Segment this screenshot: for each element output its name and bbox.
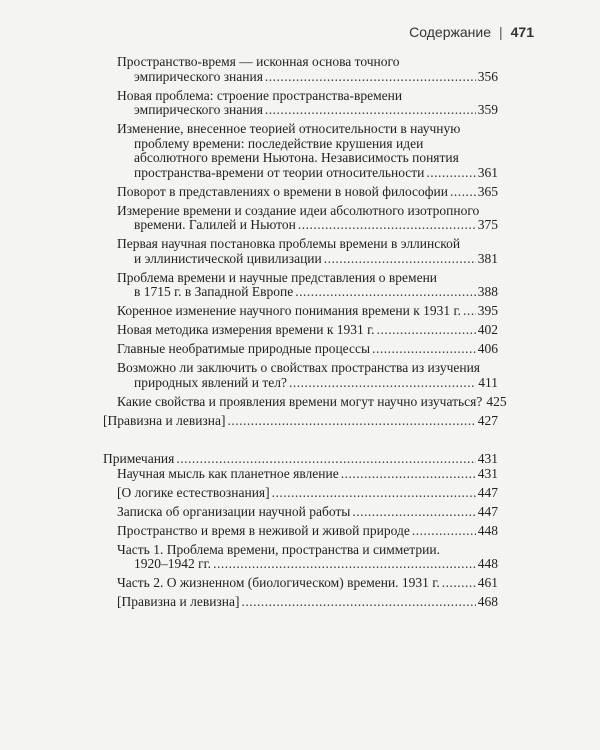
toc-entry bbox=[117, 323, 498, 338]
toc-entry-page: 468 bbox=[477, 594, 498, 609]
toc-entry-title: Какие свойства и проявления времени могут научно изучаться? bbox=[117, 393, 483, 409]
toc-entry bbox=[117, 524, 498, 539]
toc-entry-title: Поворот в представлениях о времени в новой философии bbox=[117, 183, 448, 199]
toc-entry bbox=[117, 122, 498, 180]
toc-entry bbox=[117, 393, 507, 410]
header-section-title: Содержание bbox=[409, 24, 491, 40]
toc-entry-page: 448 bbox=[477, 556, 498, 571]
dot-leader bbox=[272, 486, 476, 501]
table-of-contents bbox=[103, 54, 507, 610]
dot-leader bbox=[412, 524, 476, 539]
toc-entry-page: 427 bbox=[477, 412, 498, 428]
toc-entry bbox=[117, 543, 498, 572]
toc-entry-line: Проблема времени и научные представления о времени bbox=[117, 269, 438, 285]
toc-entry-line: 1920–1942 гг. bbox=[134, 556, 212, 571]
toc-entry-title: [Правизна и левизна] bbox=[117, 594, 240, 609]
toc-entry-title: и эллинистической цивилизации bbox=[134, 250, 322, 266]
toc-entry-title: Записка об организации научной работы bbox=[117, 503, 351, 519]
toc-entry-row bbox=[117, 486, 498, 501]
toc-entry-line: Изменение, внесенное теорией относительности в научную bbox=[117, 121, 461, 136]
toc-entry-page: 431 bbox=[477, 451, 498, 466]
toc-entry bbox=[103, 414, 498, 429]
toc-entry-page: 402 bbox=[477, 322, 498, 337]
toc-entry-row bbox=[117, 103, 498, 118]
dot-leader bbox=[289, 376, 476, 391]
toc-entry bbox=[117, 505, 498, 520]
toc-entry-line: Новая проблема: строение пространства-времени bbox=[117, 87, 403, 103]
toc-entry-title: Часть 2. О жизненном (биологическом) времени. 1931 г. bbox=[117, 575, 440, 590]
toc-entry bbox=[117, 467, 498, 482]
toc-entry-line: проблему времени: последействие крушения идеи bbox=[134, 135, 424, 151]
toc-entry-page: 431 bbox=[477, 465, 498, 481]
header-page-number: 471 bbox=[510, 24, 534, 40]
toc-entry-title: эмпирического знания bbox=[134, 68, 263, 84]
toc-entry bbox=[117, 185, 498, 200]
toc-entry bbox=[117, 204, 498, 233]
dot-leader bbox=[426, 166, 475, 181]
dot-leader bbox=[352, 505, 475, 520]
toc-entry-row bbox=[117, 393, 507, 410]
toc-entry-title: Коренное изменение научного понимания времени к 1931 г. bbox=[117, 303, 461, 318]
toc-entry-title: Пространство и время в неживой и живой природе bbox=[117, 522, 410, 538]
toc-entry bbox=[117, 576, 498, 591]
toc-entry-page: 375 bbox=[477, 217, 498, 232]
toc-entry-page: 411 bbox=[478, 374, 498, 390]
dot-leader bbox=[442, 576, 476, 591]
running-header bbox=[409, 24, 534, 40]
toc-entry-page: 361 bbox=[477, 164, 498, 180]
dot-leader bbox=[324, 252, 476, 267]
toc-entry-title: Примечания bbox=[103, 451, 175, 466]
toc-entry bbox=[117, 237, 498, 266]
header-separator: | bbox=[499, 24, 503, 40]
dot-leader bbox=[176, 452, 475, 467]
toc-entry-page: 448 bbox=[477, 522, 498, 538]
toc-entry-line: абсолютного времени Ньютона. Независимость понятия bbox=[134, 150, 459, 165]
toc-entry bbox=[117, 55, 498, 84]
toc-entry-page: 461 bbox=[477, 575, 498, 590]
toc-entry-page: 447 bbox=[477, 484, 498, 500]
dot-leader bbox=[341, 467, 476, 482]
toc-entry-page: 388 bbox=[477, 284, 498, 299]
toc-entry-notes bbox=[103, 452, 498, 467]
toc-entry-row bbox=[117, 505, 498, 520]
toc-entry bbox=[117, 595, 498, 610]
toc-entry bbox=[117, 486, 498, 501]
toc-entry-title: в 1715 г. в Западной Европе bbox=[134, 284, 294, 299]
dot-leader bbox=[377, 323, 476, 338]
toc-entry-title: [О логике естествознания] bbox=[117, 484, 270, 500]
toc-entry bbox=[117, 304, 498, 319]
dot-leader bbox=[241, 595, 475, 610]
toc-entry-row bbox=[117, 524, 498, 539]
toc-entry-row bbox=[117, 185, 498, 200]
toc-entry-page: 381 bbox=[477, 250, 498, 266]
toc-entry bbox=[117, 271, 498, 300]
dot-leader bbox=[450, 185, 476, 200]
toc-entry-line: Часть 1. Проблема времени, пространства и симметрии. bbox=[117, 541, 440, 557]
toc-entry-page: 359 bbox=[477, 102, 498, 117]
toc-entry-line: Пространство-время — исконная основа точного bbox=[117, 54, 400, 69]
toc-entry-row bbox=[117, 304, 498, 319]
dot-leader bbox=[227, 414, 475, 429]
toc-entry bbox=[117, 342, 498, 357]
toc-entry-title: Главные необратимые природные процессы bbox=[117, 341, 371, 356]
dot-leader bbox=[463, 304, 476, 319]
toc-entry-row bbox=[117, 166, 498, 181]
toc-entry-row bbox=[117, 376, 498, 391]
dot-leader bbox=[298, 218, 476, 233]
toc-entry-row bbox=[117, 252, 498, 267]
toc-entry-row bbox=[117, 323, 498, 338]
toc-entry-title: природных явлений и тел? bbox=[134, 374, 288, 390]
dot-leader bbox=[372, 342, 476, 357]
toc-entry-row bbox=[117, 285, 498, 300]
toc-entry-title: Новая методика измерения времени к 1931 г. bbox=[117, 322, 375, 337]
toc-entry-row bbox=[117, 342, 498, 357]
toc-entry-title: эмпирического знания bbox=[134, 102, 263, 117]
toc-entry-page: 395 bbox=[477, 303, 498, 318]
toc-entry-line: Измерение времени и создание идеи абсолютного изотропного bbox=[117, 202, 480, 218]
toc-entry-title: Научная мысль как планетное явление bbox=[117, 465, 339, 481]
dot-leader bbox=[213, 557, 476, 572]
toc-entry-page: 356 bbox=[477, 68, 498, 84]
toc-entry bbox=[117, 361, 498, 390]
toc-group-notes bbox=[103, 467, 498, 539]
toc-entry-row bbox=[117, 70, 498, 85]
toc-entry-page: 425 bbox=[486, 393, 507, 409]
toc-entry-title: пространства-времени от теории относительности bbox=[134, 164, 425, 180]
toc-entry-page: 365 bbox=[477, 183, 498, 199]
toc-group-main bbox=[103, 54, 507, 409]
toc-entry-row bbox=[117, 218, 498, 233]
dot-leader bbox=[295, 285, 476, 300]
toc-entry-page: 406 bbox=[477, 341, 498, 356]
toc-entry-line: Первая научная постановка проблемы времени в эллинской bbox=[117, 236, 461, 251]
dot-leader bbox=[265, 103, 476, 118]
toc-entry-page: 447 bbox=[477, 503, 498, 519]
toc-entry-line: Возможно ли заключить о свойствах пространства из изучения bbox=[117, 360, 481, 375]
toc-entry-title: времени. Галилей и Ньютон bbox=[134, 217, 296, 232]
toc-entry bbox=[117, 89, 498, 118]
dot-leader bbox=[265, 70, 476, 85]
toc-entry-row bbox=[117, 467, 498, 482]
toc-entry-title: [Правизна и левизна] bbox=[103, 412, 226, 428]
